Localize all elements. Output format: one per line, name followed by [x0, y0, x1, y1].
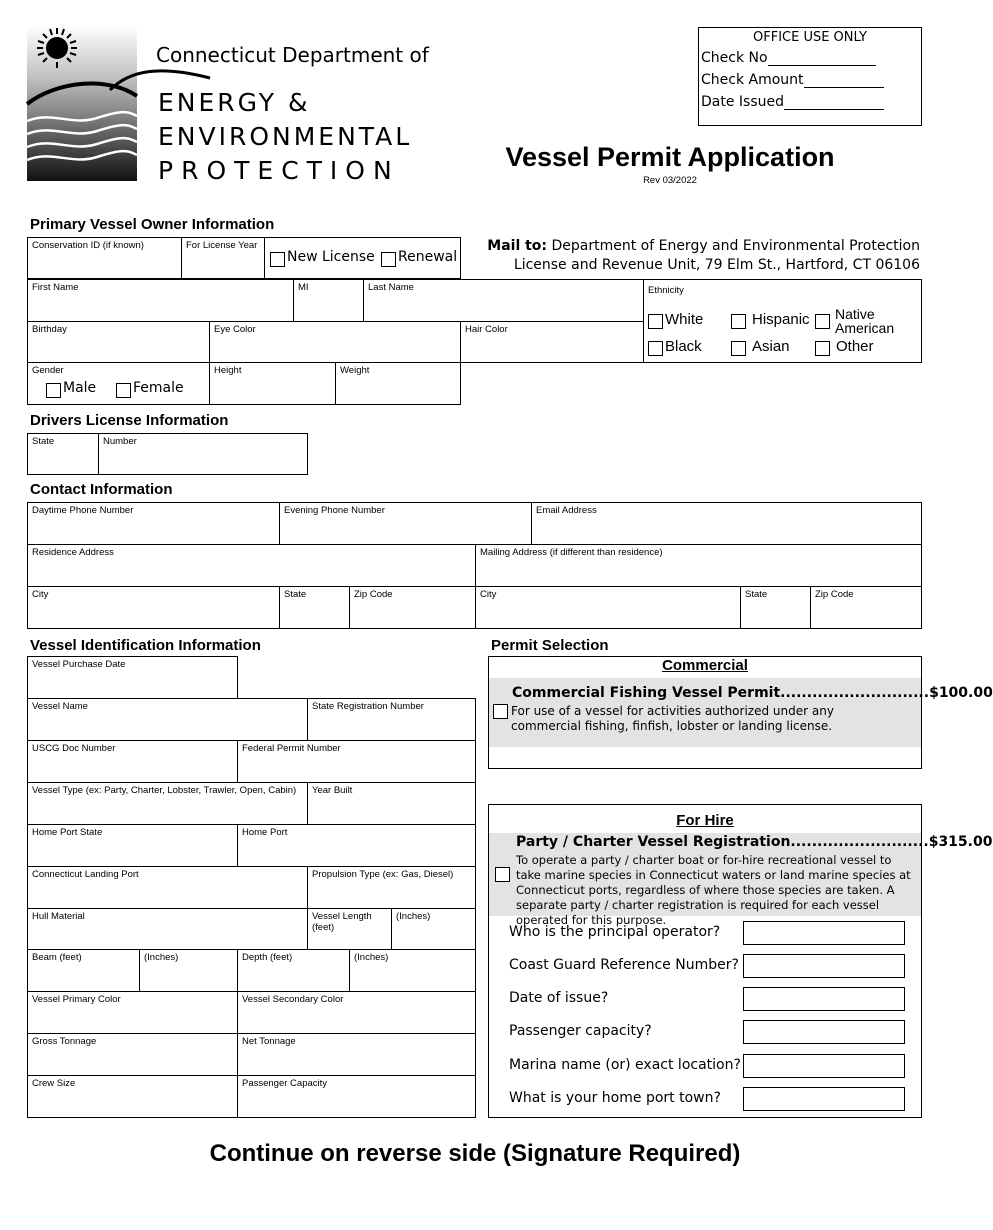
- vessel-type-field[interactable]: Vessel Type (ex: Party, Charter, Lobster, Trawler, Open, Cabin): [27, 782, 308, 825]
- depth-feet-field[interactable]: Depth (feet): [237, 949, 350, 992]
- license-type-field: [264, 237, 461, 279]
- new-license-label: New License: [287, 249, 375, 265]
- office-use-title: OFFICE USE ONLY: [753, 30, 867, 45]
- owner-section-title: Primary Vessel Owner Information: [30, 216, 275, 233]
- office-use-box: [698, 27, 922, 126]
- home-port-field[interactable]: Home Port: [237, 824, 476, 867]
- vessel-section-title: Vessel Identification Information: [30, 637, 261, 654]
- primary-color-field[interactable]: Vessel Primary Color: [27, 991, 238, 1034]
- last-name-field[interactable]: Last Name: [363, 279, 644, 322]
- ethnicity-white-label: White: [665, 311, 704, 328]
- gender-male-checkbox[interactable]: [46, 383, 61, 398]
- residence-state-field[interactable]: State: [279, 586, 350, 629]
- first-name-field[interactable]: First Name: [27, 279, 294, 322]
- contact-section-title: Contact Information: [30, 481, 173, 498]
- question-principal-operator: Who is the principal operator?: [509, 924, 721, 940]
- ethnicity-other-label: Other: [836, 338, 874, 355]
- question-passenger-capacity: Passenger capacity?: [509, 1023, 652, 1039]
- forhire-heading: For Hire: [676, 812, 734, 829]
- page-title: Vessel Permit Application: [505, 142, 835, 172]
- gender-field: Gender Male Female: [27, 362, 210, 405]
- height-field[interactable]: Height: [209, 362, 336, 405]
- conservation-id-field[interactable]: Conservation ID (if known): [27, 237, 182, 279]
- gender-female-checkbox[interactable]: [116, 383, 131, 398]
- commercial-heading: Commercial: [662, 657, 748, 674]
- forhire-permit-line: Party / Charter Vessel Registration..........................$315.00: [516, 834, 993, 850]
- logo-emblem-icon: [27, 26, 137, 181]
- mailing-state-field[interactable]: State: [740, 586, 811, 629]
- landing-port-field[interactable]: Connecticut Landing Port: [27, 866, 308, 909]
- beam-feet-field[interactable]: Beam (feet): [27, 949, 140, 992]
- forhire-permit-description: To operate a party / charter boat or for-hire recreational vessel to take marine species in Connecticut waters or land marine species at Connecticut ports, regardless of where those species are taken. A separate party / charter registration is required for each vessel operated for this purpose.: [516, 853, 911, 927]
- license-year-field[interactable]: For License Year: [181, 237, 265, 279]
- secondary-color-field[interactable]: Vessel Secondary Color: [237, 991, 476, 1034]
- passenger-capacity-field[interactable]: Passenger Capacity: [237, 1075, 476, 1118]
- commercial-permit-line: Commercial Fishing Vessel Permit............................$100.00: [512, 685, 993, 701]
- vessel-name-field[interactable]: Vessel Name: [27, 698, 308, 741]
- drivers-license-section-title: Drivers License Information: [30, 412, 229, 429]
- check-amount-label: Check Amount: [701, 72, 804, 88]
- ethnicity-other-checkbox[interactable]: [815, 341, 830, 356]
- ethnicity-hispanic-label: Hispanic: [752, 311, 810, 328]
- home-port-town-input[interactable]: [743, 1087, 905, 1111]
- gender-male-label: Male: [63, 380, 97, 396]
- hull-material-field[interactable]: Hull Material: [27, 908, 308, 950]
- ethnicity-white-checkbox[interactable]: [648, 314, 663, 329]
- ethnicity-field: Ethnicity White Hispanic Native American Black Asian Other: [643, 279, 922, 363]
- year-built-field[interactable]: Year Built: [307, 782, 476, 825]
- agency-logo: [27, 26, 137, 181]
- eve-phone-field[interactable]: Evening Phone Number: [279, 502, 532, 545]
- birthday-field[interactable]: Birthday: [27, 321, 210, 363]
- residence-city-field[interactable]: City: [27, 586, 280, 629]
- mail-to-line1: Mail to: Department of Energy and Environmental Protection: [487, 238, 920, 254]
- date-issued-label: Date Issued: [701, 94, 785, 110]
- new-license-checkbox[interactable]: [270, 252, 285, 267]
- ethnicity-asian-label: Asian: [752, 338, 790, 355]
- ethnicity-hispanic-checkbox[interactable]: [731, 314, 746, 329]
- commercial-permit-checkbox[interactable]: [493, 704, 508, 719]
- agency-name-line2: ENERGY &: [158, 88, 311, 117]
- renewal-checkbox[interactable]: [381, 252, 396, 267]
- mail-to-line2: License and Revenue Unit, 79 Elm St., Hartford, CT 06106: [513, 257, 920, 273]
- mailing-city-field[interactable]: City: [475, 586, 741, 629]
- mailing-address-field[interactable]: Mailing Address (if different than residence): [475, 544, 922, 587]
- agency-name-line4: PROTECTION: [158, 156, 400, 185]
- forhire-permit-checkbox[interactable]: [495, 867, 510, 882]
- permit-section-title: Permit Selection: [491, 637, 609, 654]
- principal-operator-input[interactable]: [743, 921, 905, 945]
- vessel-length-inches-field[interactable]: (Inches): [391, 908, 476, 950]
- eye-color-field[interactable]: Eye Color: [209, 321, 461, 363]
- net-tonnage-field[interactable]: Net Tonnage: [237, 1033, 476, 1076]
- crew-size-field[interactable]: Crew Size: [27, 1075, 238, 1118]
- ethnicity-asian-checkbox[interactable]: [731, 341, 746, 356]
- marina-location-input[interactable]: [743, 1054, 905, 1078]
- question-home-port-town: What is your home port town?: [509, 1090, 721, 1106]
- uscg-doc-field[interactable]: USCG Doc Number: [27, 740, 238, 783]
- revision-date: Rev 03/2022: [643, 175, 697, 186]
- date-issued-line: [784, 97, 884, 110]
- mi-field[interactable]: MI: [293, 279, 364, 322]
- ethnicity-black-label: Black: [665, 338, 702, 355]
- agency-name-line1: Connecticut Department of: [156, 43, 429, 67]
- propulsion-field[interactable]: Propulsion Type (ex: Gas, Diesel): [307, 866, 476, 909]
- question-coast-guard-ref: Coast Guard Reference Number?: [509, 957, 739, 973]
- gender-female-label: Female: [133, 380, 184, 396]
- mailing-zip-field[interactable]: Zip Code: [810, 586, 922, 629]
- depth-inches-field[interactable]: (Inches): [349, 949, 476, 992]
- ethnicity-native-american-checkbox[interactable]: [815, 314, 830, 329]
- email-field[interactable]: Email Address: [531, 502, 922, 545]
- residence-zip-field[interactable]: Zip Code: [349, 586, 476, 629]
- federal-permit-field[interactable]: Federal Permit Number: [237, 740, 476, 783]
- question-date-of-issue: Date of issue?: [509, 990, 609, 1006]
- weight-field[interactable]: Weight: [335, 362, 461, 405]
- agency-name-line3: ENVIRONMENTAL: [158, 122, 413, 151]
- gross-tonnage-field[interactable]: Gross Tonnage: [27, 1033, 238, 1076]
- ethnicity-native-american-label: Native American: [835, 306, 895, 336]
- question-marina-location: Marina name (or) exact location?: [509, 1057, 741, 1073]
- renewal-label: Renewal: [398, 249, 458, 265]
- dl-state-field[interactable]: State: [27, 433, 99, 475]
- day-phone-field[interactable]: Daytime Phone Number: [27, 502, 280, 545]
- state-registration-field[interactable]: State Registration Number: [307, 698, 476, 741]
- residence-address-field[interactable]: Residence Address: [27, 544, 476, 587]
- dl-number-field[interactable]: Number: [98, 433, 308, 475]
- coast-guard-ref-input[interactable]: [743, 954, 905, 978]
- commercial-panel: [488, 656, 993, 769]
- beam-inches-field[interactable]: (Inches): [139, 949, 238, 992]
- commercial-permit-description: For use of a vessel for activities authorized under any commercial fishing, finfish, lobster or landing license.: [511, 704, 834, 733]
- vessel-length-feet-field[interactable]: Vessel Length (feet): [307, 908, 392, 950]
- date-of-issue-input[interactable]: [743, 987, 905, 1011]
- check-no-label: Check No: [701, 50, 768, 66]
- hair-color-field[interactable]: Hair Color: [460, 321, 644, 363]
- continue-notice: Continue on reverse side (Signature Required): [209, 1140, 741, 1167]
- forhire-panel: [488, 804, 993, 1118]
- passenger-capacity-input[interactable]: [743, 1020, 905, 1044]
- ethnicity-black-checkbox[interactable]: [648, 341, 663, 356]
- check-no-line: [768, 53, 876, 66]
- check-amount-line: [804, 75, 884, 88]
- purchase-date-field[interactable]: Vessel Purchase Date: [27, 656, 238, 699]
- home-port-state-field[interactable]: Home Port State: [27, 824, 238, 867]
